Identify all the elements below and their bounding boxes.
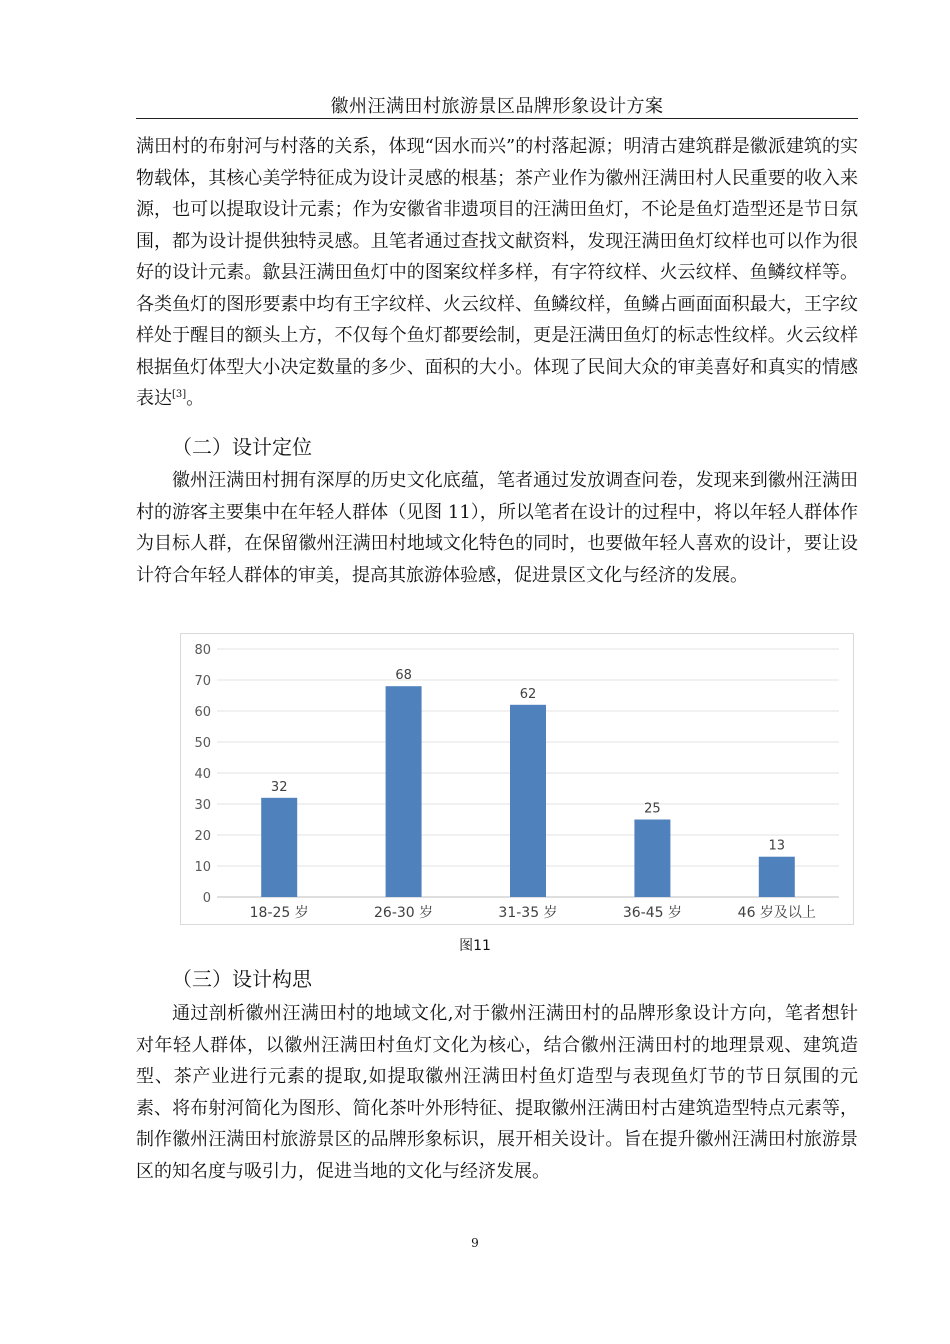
paragraph-end-punctuation: 。 <box>186 388 205 409</box>
y-tick-label: 70 <box>194 674 211 689</box>
chart-svg <box>181 634 853 924</box>
header-divider <box>136 118 858 119</box>
paragraph-positioning: 徽州汪满田村拥有深厚的历史文化底蕴，笔者通过发放调查问卷，发现来到徽州汪满田村的游客主要集中在年轻人群体（见图 11），所以笔者在设计的过程中，将以年轻人群体作为目标人群，在保留徽州汪满田村地域文化特色的同时，也要做年轻人喜欢的设计，要让设计符合年轻人群体的审美，提高其旅游体验感，促进景区文化与经济的发展。 <box>136 470 858 586</box>
bar <box>759 857 795 897</box>
header-title: 徽州汪满田村旅游景区品牌形象设计方案 <box>330 96 664 117</box>
data-label: 62 <box>519 686 537 702</box>
x-category-label: 36-45 岁 <box>622 905 682 921</box>
paragraph-text: 满田村的布射河与村落的关系，体现“因水而兴”的村落起源；明清古建筑群是徽派建筑的实物载体，其核心美学特征成为设计灵感的根基；茶产业作为徽州汪满田村人民重要的收入来源，也可以提取设计元素；作为安徽省非遗项目的汪满田鱼灯，不论是鱼灯造型还是节日氛围，都为设计提供独特灵感。且笔者通过查找文献资料，发现汪满田鱼灯纹样也可以作为很好的设计元素。歙县汪满田鱼灯中的图案纹样多样，有字符纹样、火云纹样、鱼鳞纹样等。各类鱼灯的图形要素中均有王字纹样、火云纹样、鱼鳞纹样，鱼鳞占画面面积最大，王字纹样处于醒目的额头上方，不仅每个鱼灯都要绘制，更是汪满田鱼灯的标志性纹样。火云纹样根据鱼灯体型大小决定数量的多少、面积的大小。体现了民间大众的审美喜好和真实的情感表达 <box>136 136 858 409</box>
page-number: 9 <box>471 1236 479 1250</box>
x-category-label: 31-35 岁 <box>498 905 558 921</box>
bar <box>510 705 546 897</box>
data-label: 25 <box>644 801 661 817</box>
age-bar-chart <box>180 633 854 925</box>
x-category-label: 46 岁及以上 <box>737 905 816 921</box>
y-tick-label: 50 <box>194 736 211 751</box>
bar <box>634 820 670 898</box>
y-tick-label: 60 <box>194 705 211 720</box>
bar <box>386 686 422 897</box>
data-label: 68 <box>395 668 412 684</box>
figure-caption: 图11 <box>459 938 491 954</box>
x-category-label: 26-30 岁 <box>374 905 434 921</box>
y-tick-label: 10 <box>194 860 211 875</box>
x-category-label: 18-25 岁 <box>249 905 309 921</box>
y-tick-label: 30 <box>194 798 211 813</box>
y-tick-label: 40 <box>194 767 211 782</box>
data-label: 13 <box>768 838 786 854</box>
data-label: 32 <box>270 779 288 795</box>
section-heading-concept: （三）设计构思 <box>172 967 312 991</box>
y-tick-label: 0 <box>202 891 211 906</box>
paragraph-concept: 通过剖析徽州汪满田村的地域文化,对于徽州汪满田村的品牌形象设计方向，笔者想针对年轻人群体，以徽州汪满田村鱼灯文化为核心，结合徽州汪满田村的地理景观、建筑造型、茶产业进行元素的提取,如提取徽州汪满田村鱼灯造型与表现鱼灯节的节日氛围的元素、将布射河简化为图形、简化茶叶外形特征、提取徽州汪满田村古建筑造型特点元素等，制作徽州汪满田村旅游景区的品牌形象标识，展开相关设计。旨在提升徽州汪满田村旅游景区的知名度与吸引力，促进当地的文化与经济发展。 <box>136 1003 858 1182</box>
paragraph-continued <box>136 131 858 415</box>
y-tick-label: 80 <box>194 643 211 658</box>
section-heading-positioning: （二）设计定位 <box>172 435 312 459</box>
y-tick-label: 20 <box>194 829 211 844</box>
citation-superscript: [3] <box>172 389 187 400</box>
bar <box>261 798 297 897</box>
